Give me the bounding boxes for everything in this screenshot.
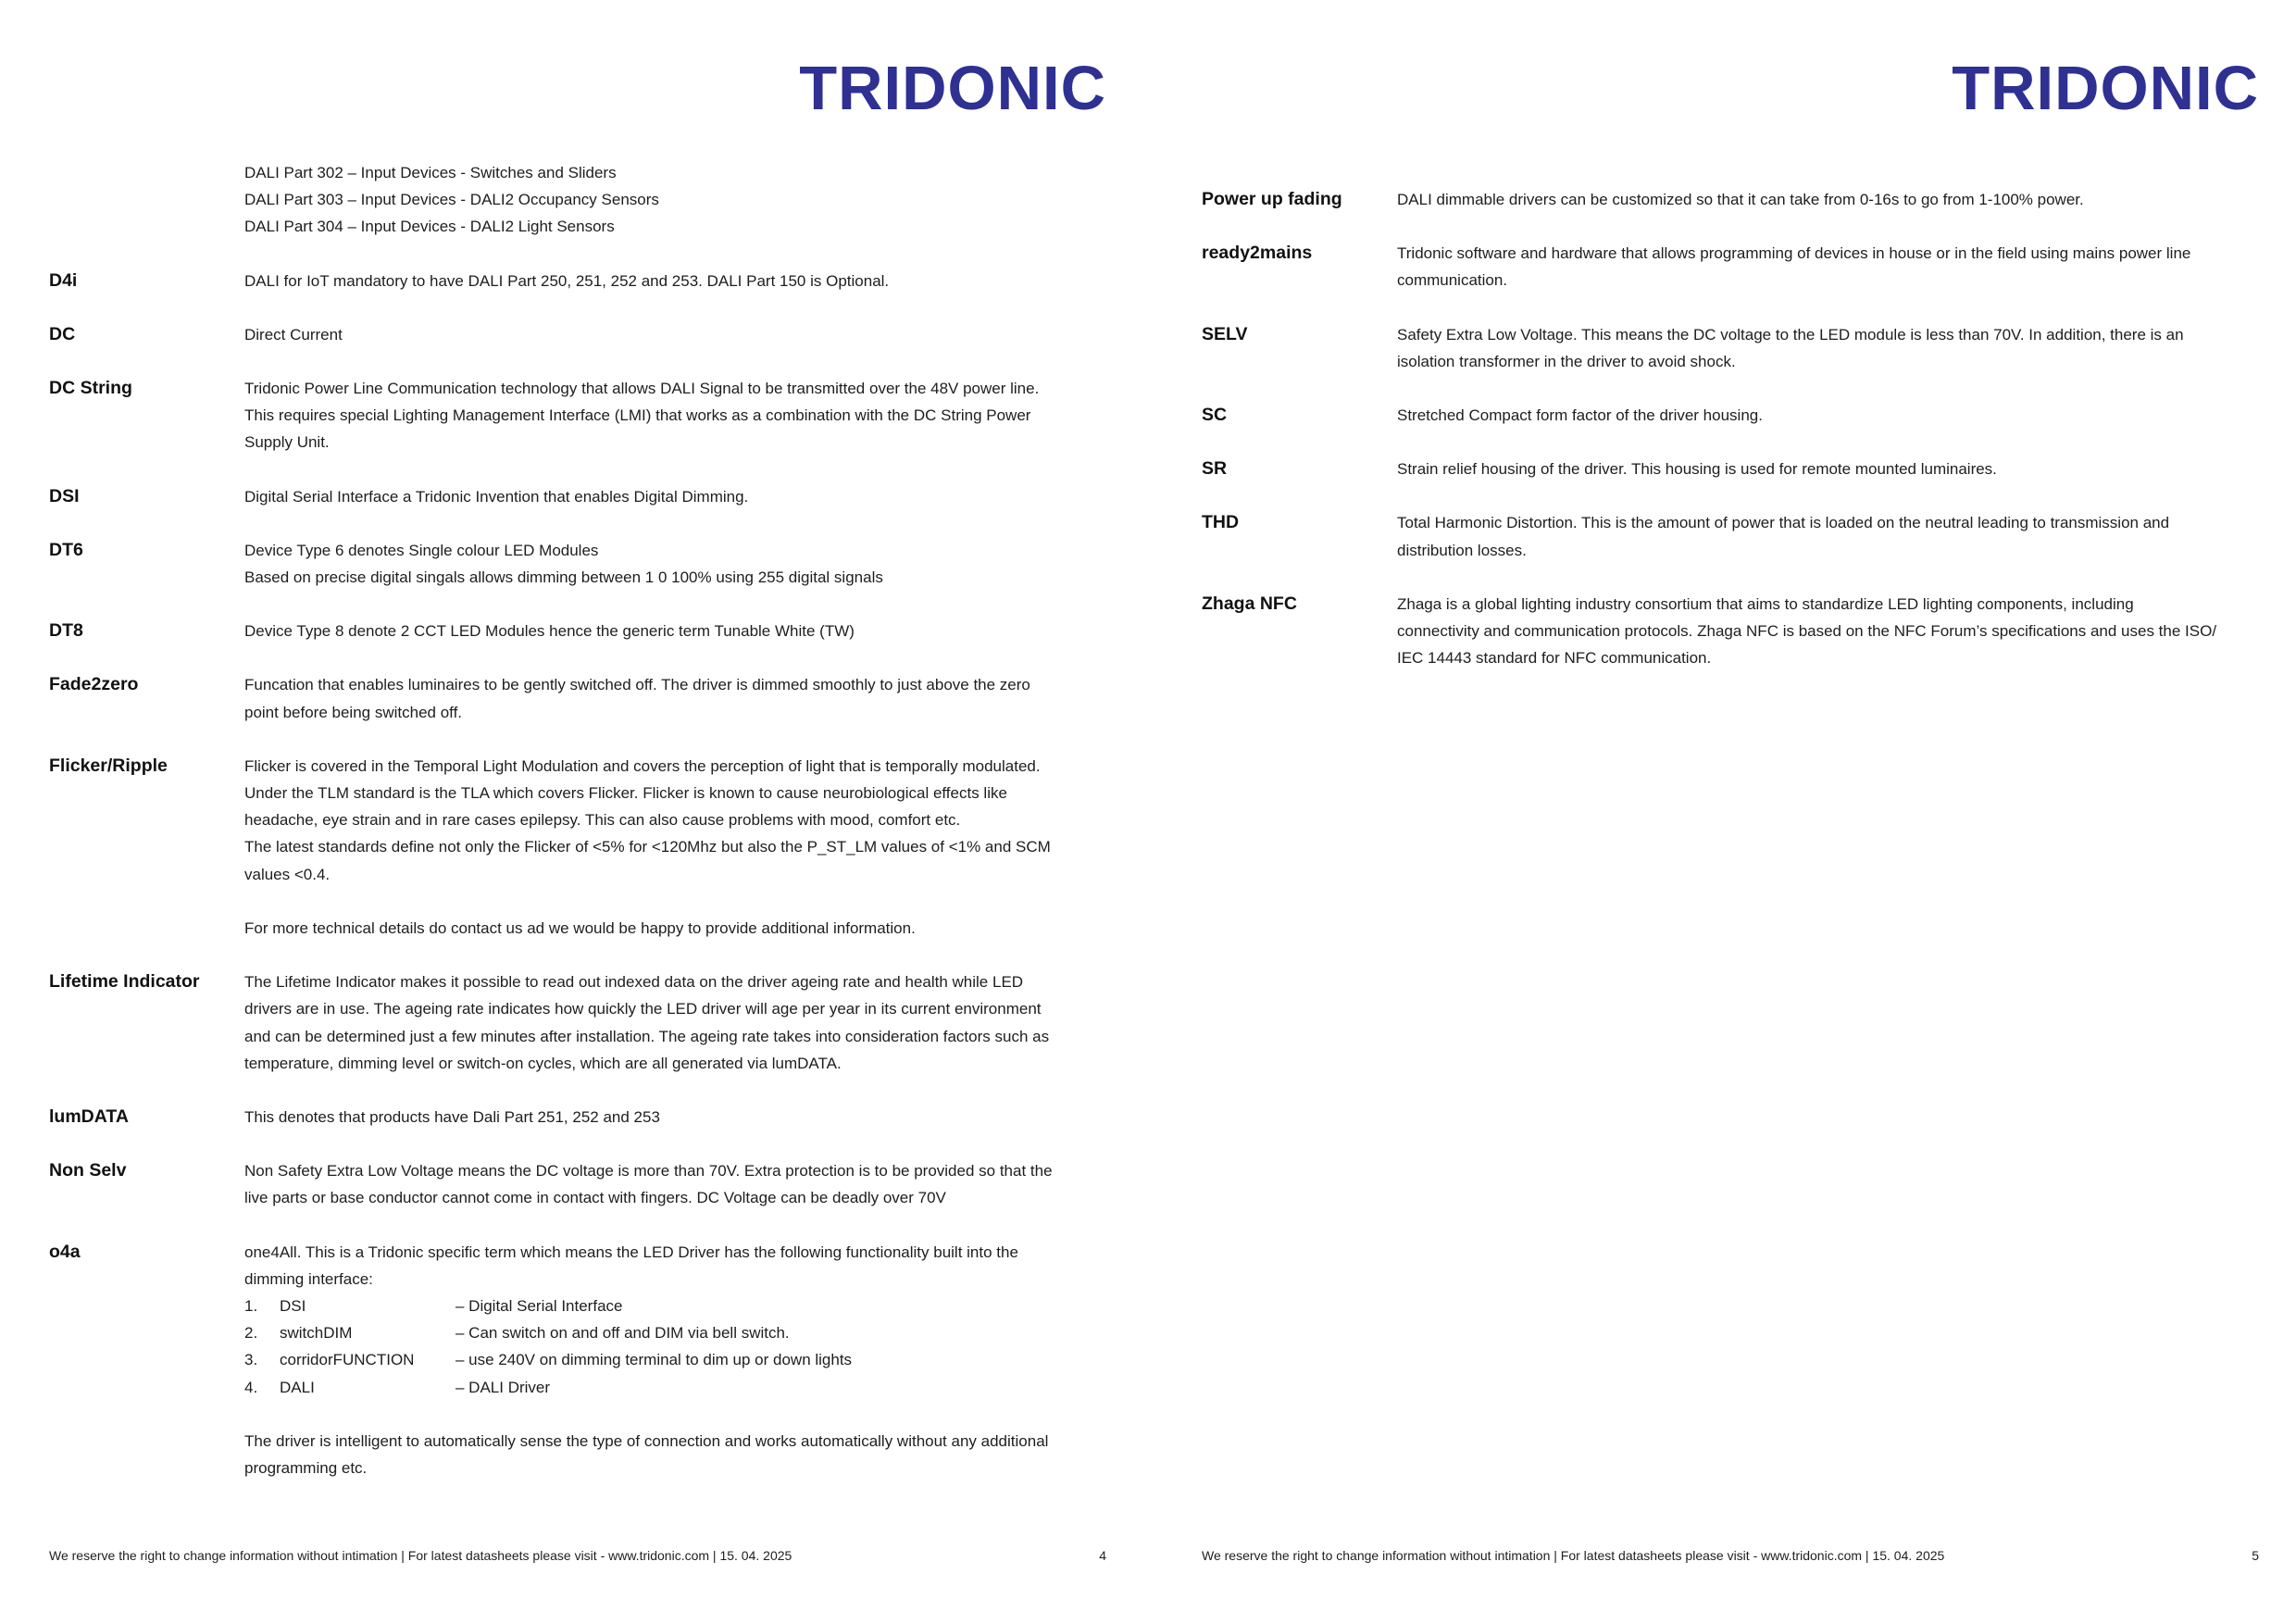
list-item: [244, 1346, 1106, 1373]
glossary-term: lumDATA: [49, 1106, 129, 1128]
glossary-term: DC String: [49, 378, 132, 399]
list-item-num: 4.: [244, 1378, 258, 1396]
definition-line: connectivity and communication protocols. Zhaga NFC is based on the NFC Forum’s specifications and uses the ISO/: [1397, 622, 2217, 641]
glossary-term: SR: [1202, 458, 1228, 480]
definition-line: DALI Part 304 – Input Devices - DALI2 Light Sensors: [244, 218, 615, 236]
glossary-definition: [1397, 321, 2259, 375]
glossary-entry: [1202, 456, 2259, 482]
list-item-desc: – Digital Serial Interface: [455, 1297, 623, 1316]
definition-line: Tridonic Power Line Communication technology that allows DALI Signal to be transmitted over the 48V power line.: [244, 380, 1040, 398]
glossary-term: DC: [49, 323, 76, 344]
definition-line: Under the TLM standard is the TLA which covers Flicker. Flicker is known to cause neurobiological effects like: [244, 784, 1007, 803]
definition-line: and can be determined just a few minutes after installation. The ageing rate takes into consideration factors such as: [244, 1027, 1050, 1045]
glossary-entry: [49, 968, 1106, 1077]
glossary-definition: [244, 968, 1106, 1077]
definition-line: communication.: [1397, 271, 1508, 290]
list-item-name: switchDIM: [280, 1324, 353, 1343]
definition-line: distribution losses.: [1397, 541, 1527, 559]
footer-disclaimer: We reserve the right to change information without intimation | For latest datasheets please visit - www.tridonic.com | 15. 04. 2025: [49, 1548, 792, 1563]
definition-line: Supply Unit.: [244, 433, 330, 452]
definition-line: For more technical details do contact us ad we would be happy to provide additional information.: [244, 919, 916, 938]
glossary-definition: [244, 618, 1106, 644]
tridonic-logo: TRIDONIC: [1952, 54, 2259, 123]
glossary-definition: [244, 671, 1106, 725]
definition-line: This requires special Lighting Management Interface (LMI) that works as a combination with the DC String Power: [244, 406, 1031, 425]
list-item: [244, 1374, 1106, 1401]
glossary-continuation: [49, 159, 1106, 241]
definition-line: IEC 14443 standard for NFC communication.: [1397, 649, 1712, 668]
definition-line: temperature, dimming level or switch-on cycles, which are all generated via lumDATA.: [244, 1054, 842, 1072]
glossary-definition: [1397, 509, 2259, 563]
list-item-desc: – use 240V on dimming terminal to dim up or down lights: [455, 1351, 853, 1369]
definition-line: one4All. This is a Tridonic specific term which means the LED Driver has the following functionality built into the: [244, 1243, 1018, 1261]
glossary-term: THD: [1202, 512, 1240, 533]
glossary-term: o4a: [49, 1241, 81, 1262]
definition-line: Total Harmonic Distortion. This is the amount of power that is loaded on the neutral leading to transmission and: [1397, 514, 2170, 532]
page-number: 4: [1099, 1548, 1106, 1563]
glossary-definition: [1397, 402, 2259, 429]
definition-line: DALI Part 302 – Input Devices - Switches and Sliders: [244, 164, 617, 181]
list-item-name: corridorFUNCTION: [280, 1351, 415, 1369]
definition-line: Flicker is covered in the Temporal Light Modulation and covers the perception of light that is temporally modulated.: [244, 756, 1041, 775]
definition-line: Safety Extra Low Voltage. This means the DC voltage to the LED module is less than 70V. In addition, there is an: [1397, 325, 2184, 344]
glossary-entry: [49, 483, 1106, 510]
tridonic-logo: TRIDONIC: [799, 54, 1106, 123]
definition-line: Device Type 8 denote 2 CCT LED Modules hence the generic term Tunable White (TW): [244, 622, 855, 641]
glossary-term: D4i: [49, 269, 78, 291]
glossary-term: DT6: [49, 539, 83, 560]
glossary-entry: [49, 618, 1106, 644]
glossary-definition: [244, 537, 1106, 591]
footer: [49, 1546, 1106, 1565]
page-4: [49, 0, 1106, 1624]
glossary-entry: [49, 537, 1106, 591]
glossary-definition: [1397, 240, 2259, 294]
list-item-num: 3.: [244, 1351, 258, 1369]
glossary-definition: [244, 1157, 1106, 1211]
definition-line: Digital Serial Interface a Tridonic Invention that enables Digital Dimming.: [244, 487, 749, 506]
glossary-definition: [244, 268, 1106, 294]
glossary-entry-o4a: [49, 1239, 1106, 1482]
glossary-term: SELV: [1202, 323, 1248, 344]
glossary-definition: [244, 1239, 1106, 1482]
glossary-entry: [1202, 186, 2259, 213]
definition-line: isolation transformer in the driver to avoid shock.: [1397, 352, 1736, 370]
glossary-entry: [1202, 509, 2259, 563]
definition-line: Stretched Compact form factor of the driver housing.: [1397, 406, 1763, 425]
page-number: 5: [2252, 1548, 2259, 1563]
glossary-entry: [49, 671, 1106, 725]
list-item: [244, 1293, 1106, 1319]
glossary-content: [1202, 186, 2259, 698]
definition-line: The Lifetime Indicator makes it possible to read out indexed data on the driver ageing rate and health while LED: [244, 973, 1024, 992]
glossary-entry: [49, 375, 1106, 456]
list-item-num: 1.: [244, 1297, 258, 1316]
glossary-definition: [1397, 591, 2259, 672]
glossary-entry: [1202, 240, 2259, 294]
glossary-term: SC: [1202, 405, 1228, 426]
definition-line: Based on precise digital singals allows dimming between 1 0 100% using 255 digital signals: [244, 568, 883, 587]
glossary-term: DSI: [49, 485, 80, 506]
glossary-entry: [49, 268, 1106, 294]
list-item-num: 2.: [244, 1324, 258, 1343]
definition-line: Direct Current: [244, 325, 343, 344]
glossary-entry: [49, 753, 1106, 942]
definition-line: values <0.4.: [244, 865, 331, 883]
definition-line: Strain relief housing of the driver. This housing is used for remote mounted luminaires.: [1397, 460, 1997, 479]
definition-line: DALI for IoT mandatory to have DALI Part 250, 251, 252 and 253. DALI Part 150 is Optional.: [244, 271, 890, 290]
glossary-list: [1202, 186, 2259, 671]
glossary-term: Non Selv: [49, 1160, 127, 1181]
glossary-term: ready2mains: [1202, 243, 1313, 264]
glossary-definition: [244, 321, 1106, 348]
list-item: [244, 1319, 1106, 1346]
definition-line: The latest standards define not only the Flicker of <5% for <120Mhz but also the P_ST_LM values of <1% and SCM: [244, 838, 1051, 856]
definition-line: Non Safety Extra Low Voltage means the DC voltage is more than 70V. Extra protection is to be provided so that the: [244, 1162, 1053, 1181]
definition-line: Device Type 6 denotes Single colour LED Modules: [244, 541, 599, 559]
definition-line: DALI Part 303 – Input Devices - DALI2 Occupancy Sensors: [244, 191, 659, 209]
glossary-entry: [49, 321, 1106, 348]
glossary-definition: [244, 375, 1106, 456]
definition-line: The driver is intelligent to automatically sense the type of connection and works automatically without any additional: [244, 1432, 1049, 1451]
glossary-entry: [1202, 591, 2259, 672]
list-item-desc: – Can switch on and off and DIM via bell switch.: [455, 1324, 790, 1343]
glossary-definition: [1397, 456, 2259, 482]
glossary-definition: [1397, 186, 2259, 213]
definition-line: DALI dimmable drivers can be customized so that it can take from 0-16s to go from 1-100% power.: [1397, 191, 2084, 208]
glossary-term: DT8: [49, 620, 83, 642]
list-item-desc: – DALI Driver: [455, 1378, 551, 1396]
definition-line: Tridonic software and hardware that allows programming of devices in house or in the field using mains power line: [1397, 244, 2191, 263]
glossary-content: [49, 159, 1106, 1508]
list-item-name: DALI: [280, 1378, 315, 1396]
glossary-term: Fade2zero: [49, 674, 139, 695]
glossary-entry: [49, 1157, 1106, 1211]
glossary-list: [49, 268, 1106, 1212]
footer-disclaimer: We reserve the right to change information without intimation | For latest datasheets please visit - www.tridonic.com | 15. 04. 2025: [1202, 1548, 1945, 1563]
glossary-term: Power up fading: [1202, 189, 1342, 209]
definition-line: live parts or base conductor cannot come in contact with fingers. DC Voltage can be deadly over 70V: [244, 1189, 946, 1207]
glossary-definition: [244, 483, 1106, 510]
definition-line: Zhaga is a global lighting industry consortium that aims to standardize LED lighting components, including: [1397, 594, 2134, 613]
glossary-term: Zhaga NFC: [1202, 593, 1297, 614]
definition-line: programming etc.: [244, 1459, 368, 1478]
footer: [1202, 1546, 2259, 1565]
definition-line: drivers are in use. The ageing rate indicates how quickly the LED driver will age per year in its current environment: [244, 1000, 1042, 1018]
definition-line: Funcation that enables luminaires to be gently switched off. The driver is dimmed smoothly to just above the zero: [244, 676, 1030, 694]
glossary-entry: [49, 1104, 1106, 1131]
glossary-entry: [1202, 321, 2259, 375]
glossary-entry: [1202, 402, 2259, 429]
definition-line: dimming interface:: [244, 1269, 373, 1288]
page-5: [1202, 0, 2259, 1624]
definition-line: This denotes that products have Dali Part 251, 252 and 253: [244, 1108, 660, 1127]
glossary-term: Lifetime Indicator: [49, 971, 200, 993]
glossary-definition: [244, 159, 1106, 241]
definition-line: point before being switched off.: [244, 703, 463, 721]
list-item-name: DSI: [280, 1297, 306, 1316]
functionality-list: [244, 1293, 1106, 1401]
definition-line: headache, eye strain and in rare cases epilepsy. This can also cause problems with mood, comfort etc.: [244, 811, 961, 830]
glossary-term: Flicker/Ripple: [49, 755, 168, 776]
glossary-definition: [244, 1104, 1106, 1131]
glossary-definition: [244, 753, 1106, 942]
